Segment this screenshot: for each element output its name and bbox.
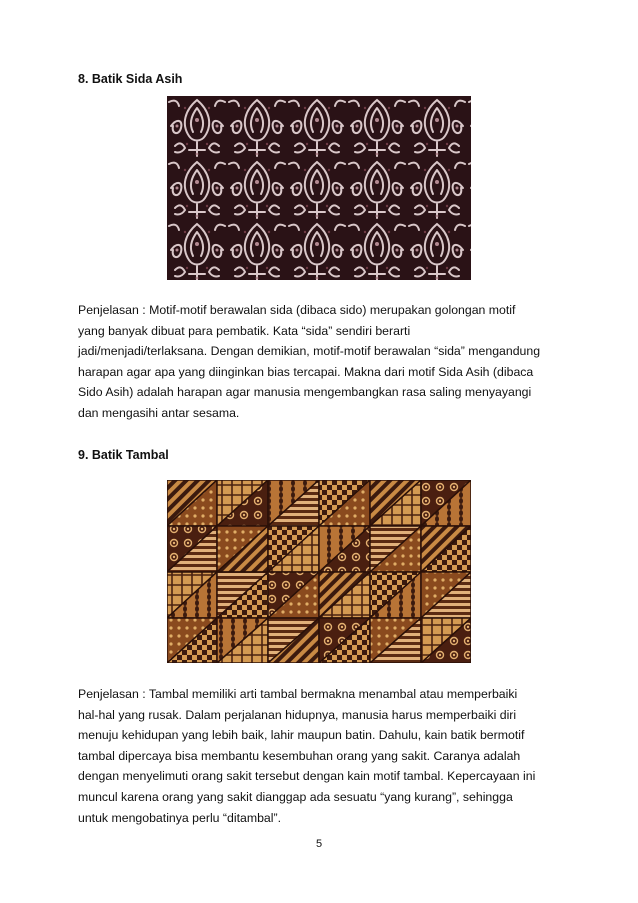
page-number: 5	[315, 838, 323, 850]
section-9-heading: 9. Batik Tambal	[78, 448, 169, 462]
text-line: hal-hal yang rusak. Dalam perjalanan hidupnya, manusia harus memperbaiki diri	[78, 707, 517, 722]
batik-tambal-image	[167, 480, 471, 663]
text-line: dengan menyelimuti orang sakit tersebut dengan kain motif tambal. Kepercayaan ini	[78, 769, 536, 784]
text-line: tambal dipercaya bisa membantu kesembuhan orang yang sakit. Caranya adalah	[78, 748, 521, 763]
text-line: untuk mengobatinya perlu “ditambal”.	[78, 810, 282, 825]
batik-sida-asih-image	[167, 96, 471, 280]
text-line: dan mengasihi antar sesama.	[78, 405, 240, 420]
section-8-heading: 8. Batik Sida Asih	[78, 72, 183, 86]
text-line: Penjelasan : Motif-motif berawalan sida (dibaca sido) merupakan golongan motif	[78, 303, 516, 317]
text-line: Penjelasan : Tambal memiliki arti tambal bermakna menambal atau memperbaiki	[78, 687, 518, 701]
text-line: yang banyak dibuat para pembatik. Kata “sida” sendiri berarti	[78, 323, 411, 338]
text-line: Sido Asih) adalah harapan agar manusia mengembangkan rasa saling menyayangi	[78, 385, 532, 400]
section-9-paragraph	[78, 684, 570, 828]
text-line: jadi/menjadi/terlaksana. Dengan demikian, motif-motif berawalan “sida” mengandung	[78, 344, 541, 359]
text-line: muncul karena orang yang sakit dianggap ada sesuatu “yang kurang”, sehingga	[78, 789, 513, 804]
text-line: menuju kehidupan yang lebih baik, lahir maupun batin. Dahulu, kain batik bermotif	[78, 728, 525, 743]
section-8-paragraph	[78, 300, 570, 424]
text-line: harapan agar apa yang diinginkan bias tercapai. Makna dari motif Sida Asih (dibaca	[78, 364, 534, 379]
